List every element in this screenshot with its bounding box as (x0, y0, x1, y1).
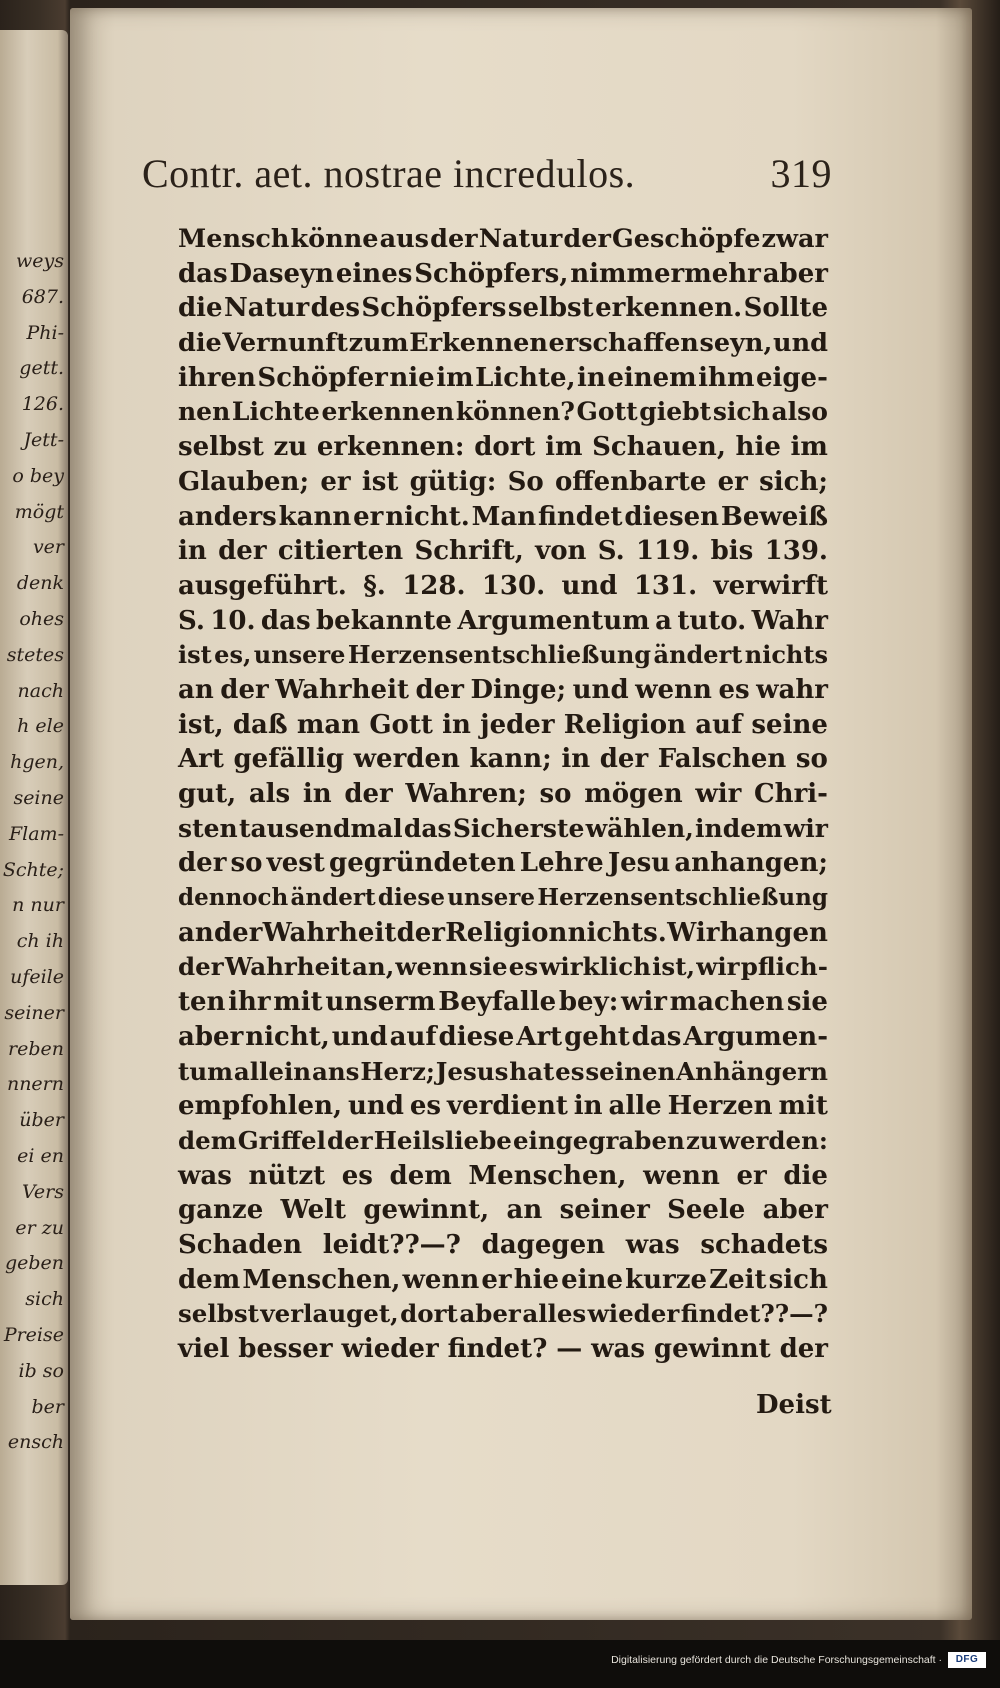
text-line: die Natur des Schöpfers selbst erkennen. Sollte (178, 293, 828, 324)
prev-page-margin-fragment: gett. (19, 357, 64, 380)
prev-page-margin-fragment: er zu (15, 1216, 64, 1239)
prev-page-margin-fragment: nach (17, 679, 64, 702)
text-line: S. 10. das bekannte Argumentum a tuto. Wahr (178, 605, 828, 636)
text-line: selbst zu erkennen: dort im Schauen, hie im (178, 432, 828, 463)
text-line: aber nicht, und auf diese Art geht das Argumen- (178, 1021, 828, 1052)
prev-page-margin-fragment: ei en (17, 1145, 64, 1167)
prev-page-margin-fragment: 687. (21, 285, 64, 308)
prev-page-margin-fragment: Preise (3, 1324, 64, 1346)
text-line: empfohlen, und es verdient in alle Herzen mit (178, 1091, 828, 1122)
text-line: selbst verlauget, dort aber alles wieder findet??—? (178, 1299, 828, 1329)
prev-page-margin-fragment: ensch (7, 1431, 64, 1454)
text-line: viel besser wieder findet? — was gewinnt der (178, 1334, 828, 1364)
text-line: an der Wahrheit der Dinge; und wenn es wahr (178, 674, 828, 705)
catchword: Deist (756, 1390, 832, 1420)
text-line: Glauben; er ist gütig: So offenbarte er sich; (178, 466, 828, 497)
prev-page-margin-fragment: n nur (12, 894, 64, 917)
text-line: ausgeführt. §. 128. 130. und 131. verwirft (178, 570, 828, 601)
page-number: 319 (770, 151, 832, 196)
text-line: an der Wahrheit der Religion nichts. Wir hangen (178, 917, 828, 948)
prev-page-margin-fragment: stetes (6, 643, 64, 666)
text-line: das Daseyn eines Schöpfers, nimmermehr aber (178, 258, 828, 289)
prev-page-margin-fragment: Flam- (8, 822, 64, 845)
prev-page-margin-fragment: ber (31, 1395, 64, 1418)
running-head-title: Contr. aet. nostrae incredulos. (142, 151, 636, 196)
prev-page-margin-fragment: ch ih (16, 930, 64, 953)
text-line: ist, daß man Gott in jeder Religion auf seine (178, 709, 828, 740)
footer-credit: Digitalisierung gefördert durch die Deutsche Forschungsgemeinschaft · (611, 1654, 942, 1666)
prev-page-margin-fragment: Jett- (23, 429, 64, 451)
text-line: ganze Welt gewinnt, an seiner Seele aber (178, 1195, 828, 1226)
text-line: die Vernunft zum Erkennen erschaffen seyn, und (178, 328, 828, 359)
text-line: was nützt es dem Menschen, wenn er die (178, 1160, 828, 1191)
prev-page-margin-fragment: denk (16, 572, 64, 595)
text-line: dem Menschen, wenn er hie eine kurze Zeit sich (178, 1264, 828, 1295)
prev-page-margin-fragment: nnern (6, 1073, 64, 1096)
prev-page-margin-fragment: o bey (12, 464, 64, 487)
prev-page-margin-fragment: weys (16, 250, 64, 272)
prev-page-margin-fragment: h ele (17, 715, 64, 738)
text-line: ist es, unsere Herzensentschließung ändert nichts (178, 640, 828, 670)
text-line: Mensch könne aus der Natur der Geschöpfe zwar (178, 224, 828, 254)
footer-bar (0, 1640, 1000, 1688)
prev-page-margin-fragment: sich (25, 1288, 64, 1311)
prev-page-margin-fragment: 126. (21, 393, 64, 416)
prev-page-margin-fragment: reben (8, 1037, 64, 1060)
prev-page-margin-fragment: Vers (21, 1180, 64, 1203)
prev-page-margin-fragment: Phi- (26, 321, 64, 344)
prev-page-margin-fragment: hgen, (10, 751, 64, 774)
text-line: Art gefällig werden kann; in der Falschen so (178, 744, 828, 775)
prev-page-margin-fragment: geben (4, 1252, 64, 1275)
prev-page-margin-fragment: seiner (4, 1001, 64, 1024)
prev-page-margin-fragment: mögt (14, 500, 64, 523)
text-line: der so vest gegründeten Lehre Jesu anhangen; (178, 848, 828, 879)
dfg-logo: DFG (948, 1652, 986, 1668)
text-line: der Wahrheit an, wenn sie es wirklich ist, wir pflich- (178, 952, 828, 982)
prev-page-margin-fragment: seine (13, 787, 64, 809)
prev-page-margin-fragment: ufeile (10, 966, 64, 988)
prev-page-margin-fragment: ver (32, 536, 64, 559)
previous-page-edge (0, 30, 68, 1585)
prev-page-margin-fragment: ib so (18, 1359, 64, 1382)
text-line: ihren Schöpfer nie im Lichte, in einem ihm eige- (178, 362, 828, 393)
body-text (178, 222, 828, 1367)
prev-page-margin-fragment: Schte; (2, 858, 64, 881)
running-head (142, 150, 832, 197)
text-line: gut, als in der Wahren; so mögen wir Chri- (178, 779, 828, 809)
text-line: tum allein ans Herz; Jesus hat es seinen Anhängern (178, 1056, 828, 1086)
text-line: Schaden leidt??—? dagegen was schadets (178, 1229, 828, 1260)
prev-page-margin-fragment: ohes (19, 608, 64, 630)
text-line: nen Lichte erkennen können? Gott giebt sich also (178, 397, 828, 427)
text-line: dennoch ändert diese unsere Herzensentschließung (178, 884, 828, 912)
text-line: anders kann er nicht. Man findet diesen Beweiß (178, 501, 828, 532)
text-line: dem Griffel der Heilsliebe eingegraben zu werden: (178, 1125, 828, 1155)
text-line: ten ihr mit unserm Beyfalle bey: wir machen sie (178, 987, 828, 1018)
prev-page-margin-fragment: über (19, 1109, 64, 1132)
text-line: sten tausendmal das Sicherste wählen, indem wir (178, 813, 828, 843)
text-line: in der citierten Schrift, von S. 119. bis 139. (178, 536, 828, 567)
